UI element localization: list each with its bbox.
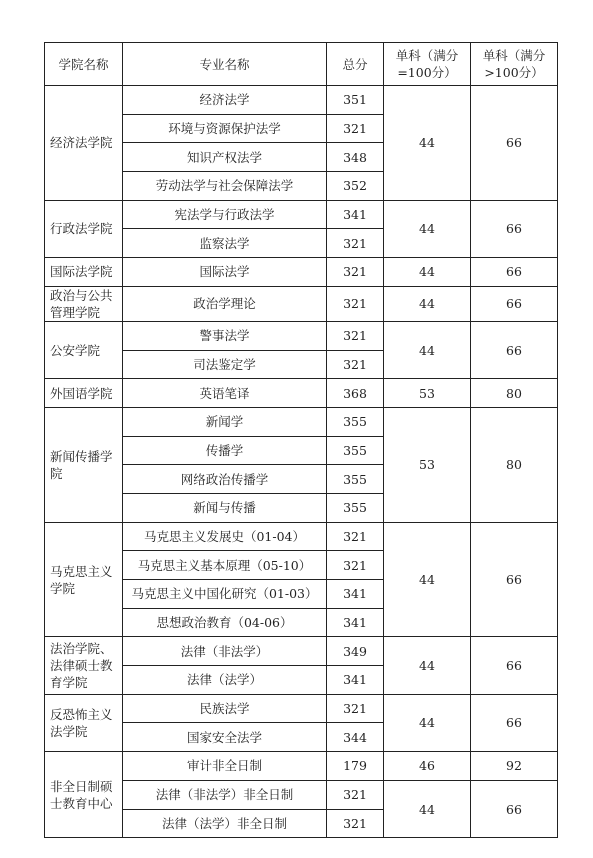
- college-cell: 非全日制硕士教育中心: [45, 752, 123, 838]
- major-cell: 民族法学: [123, 694, 327, 723]
- college-cell: 反恐怖主义法学院: [45, 694, 123, 751]
- table-row: [45, 200, 558, 229]
- table-row: [45, 637, 558, 666]
- major-cell: 法律（法学）非全日制: [123, 809, 327, 838]
- major-cell: 警事法学: [123, 321, 327, 350]
- total-cell: 351: [327, 86, 384, 115]
- single-over100-cell: 80: [471, 379, 558, 408]
- table-row: [45, 407, 558, 436]
- major-cell: 英语笔译: [123, 379, 327, 408]
- major-cell: 国家安全法学: [123, 723, 327, 752]
- table-row: [45, 258, 558, 287]
- total-cell: 352: [327, 172, 384, 201]
- single-over100-cell: 66: [471, 200, 558, 257]
- total-cell: 321: [327, 229, 384, 258]
- header-row: [45, 43, 558, 86]
- total-cell: 321: [327, 551, 384, 580]
- single100-cell: 44: [384, 86, 471, 201]
- college-cell: 公安学院: [45, 321, 123, 378]
- total-cell: 321: [327, 350, 384, 379]
- single-over100-cell: 66: [471, 780, 558, 837]
- major-cell: 马克思主义中国化研究（01-03）: [123, 580, 327, 609]
- major-cell: 法律（法学）: [123, 666, 327, 695]
- single100-cell: 44: [384, 694, 471, 751]
- college-cell: 新闻传播学院: [45, 407, 123, 522]
- table-body: [45, 86, 558, 838]
- total-cell: 355: [327, 493, 384, 522]
- major-cell: 马克思主义基本原理（05-10）: [123, 551, 327, 580]
- table-row: [45, 522, 558, 551]
- header-total: 总分: [327, 43, 384, 86]
- total-cell: 348: [327, 143, 384, 172]
- single100-cell: 46: [384, 752, 471, 781]
- major-cell: 劳动法学与社会保障法学: [123, 172, 327, 201]
- total-cell: 355: [327, 407, 384, 436]
- single100-cell: 44: [384, 200, 471, 257]
- total-cell: 341: [327, 200, 384, 229]
- header-major: 专业名称: [123, 43, 327, 86]
- major-cell: 环境与资源保护法学: [123, 114, 327, 143]
- total-cell: 321: [327, 694, 384, 723]
- major-cell: 网络政治传播学: [123, 465, 327, 494]
- table-row: [45, 321, 558, 350]
- major-cell: 审计非全日制: [123, 752, 327, 781]
- total-cell: 321: [327, 258, 384, 287]
- header-single-over-100: 单科（满分>100分）: [471, 43, 558, 86]
- total-cell: 179: [327, 752, 384, 781]
- total-cell: 321: [327, 321, 384, 350]
- single-over100-cell: 92: [471, 752, 558, 781]
- table-row: [45, 752, 558, 781]
- total-cell: 321: [327, 522, 384, 551]
- total-cell: 341: [327, 666, 384, 695]
- single-over100-cell: 66: [471, 522, 558, 637]
- total-cell: 355: [327, 465, 384, 494]
- total-cell: 344: [327, 723, 384, 752]
- table-row: [45, 694, 558, 723]
- college-cell: 马克思主义学院: [45, 522, 123, 637]
- single-over100-cell: 66: [471, 321, 558, 378]
- table-row: [45, 86, 558, 115]
- major-cell: 政治学理论: [123, 286, 327, 321]
- header-college: 学院名称: [45, 43, 123, 86]
- major-cell: 监察法学: [123, 229, 327, 258]
- total-cell: 321: [327, 286, 384, 321]
- total-cell: 368: [327, 379, 384, 408]
- major-cell: 知识产权法学: [123, 143, 327, 172]
- total-cell: 321: [327, 780, 384, 809]
- total-cell: 349: [327, 637, 384, 666]
- table-row: [45, 379, 558, 408]
- single100-cell: 44: [384, 286, 471, 321]
- single-over100-cell: 66: [471, 286, 558, 321]
- single-over100-cell: 66: [471, 86, 558, 201]
- major-cell: 法律（非法学）: [123, 637, 327, 666]
- total-cell: 341: [327, 608, 384, 637]
- college-cell: 国际法学院: [45, 258, 123, 287]
- major-cell: 法律（非法学）非全日制: [123, 780, 327, 809]
- table-row: [45, 286, 558, 321]
- total-cell: 321: [327, 809, 384, 838]
- college-cell: 经济法学院: [45, 86, 123, 201]
- college-cell: 法治学院、法律硕士教育学院: [45, 637, 123, 694]
- major-cell: 思想政治教育（04-06）: [123, 608, 327, 637]
- college-cell: 政治与公共管理学院: [45, 286, 123, 321]
- major-cell: 经济法学: [123, 86, 327, 115]
- college-cell: 外国语学院: [45, 379, 123, 408]
- single-over100-cell: 66: [471, 694, 558, 751]
- major-cell: 新闻与传播: [123, 493, 327, 522]
- college-cell: 行政法学院: [45, 200, 123, 257]
- major-cell: 宪法学与行政法学: [123, 200, 327, 229]
- single100-cell: 53: [384, 379, 471, 408]
- single-over100-cell: 66: [471, 637, 558, 694]
- total-cell: 321: [327, 114, 384, 143]
- score-table: [44, 42, 558, 838]
- single100-cell: 44: [384, 780, 471, 837]
- single100-cell: 53: [384, 407, 471, 522]
- major-cell: 新闻学: [123, 407, 327, 436]
- single100-cell: 44: [384, 258, 471, 287]
- major-cell: 司法鉴定学: [123, 350, 327, 379]
- header-single-100: 单科（满分=100分）: [384, 43, 471, 86]
- single-over100-cell: 66: [471, 258, 558, 287]
- single100-cell: 44: [384, 522, 471, 637]
- single-over100-cell: 80: [471, 407, 558, 522]
- single100-cell: 44: [384, 321, 471, 378]
- major-cell: 国际法学: [123, 258, 327, 287]
- major-cell: 马克思主义发展史（01-04）: [123, 522, 327, 551]
- major-cell: 传播学: [123, 436, 327, 465]
- single100-cell: 44: [384, 637, 471, 694]
- total-cell: 355: [327, 436, 384, 465]
- total-cell: 341: [327, 580, 384, 609]
